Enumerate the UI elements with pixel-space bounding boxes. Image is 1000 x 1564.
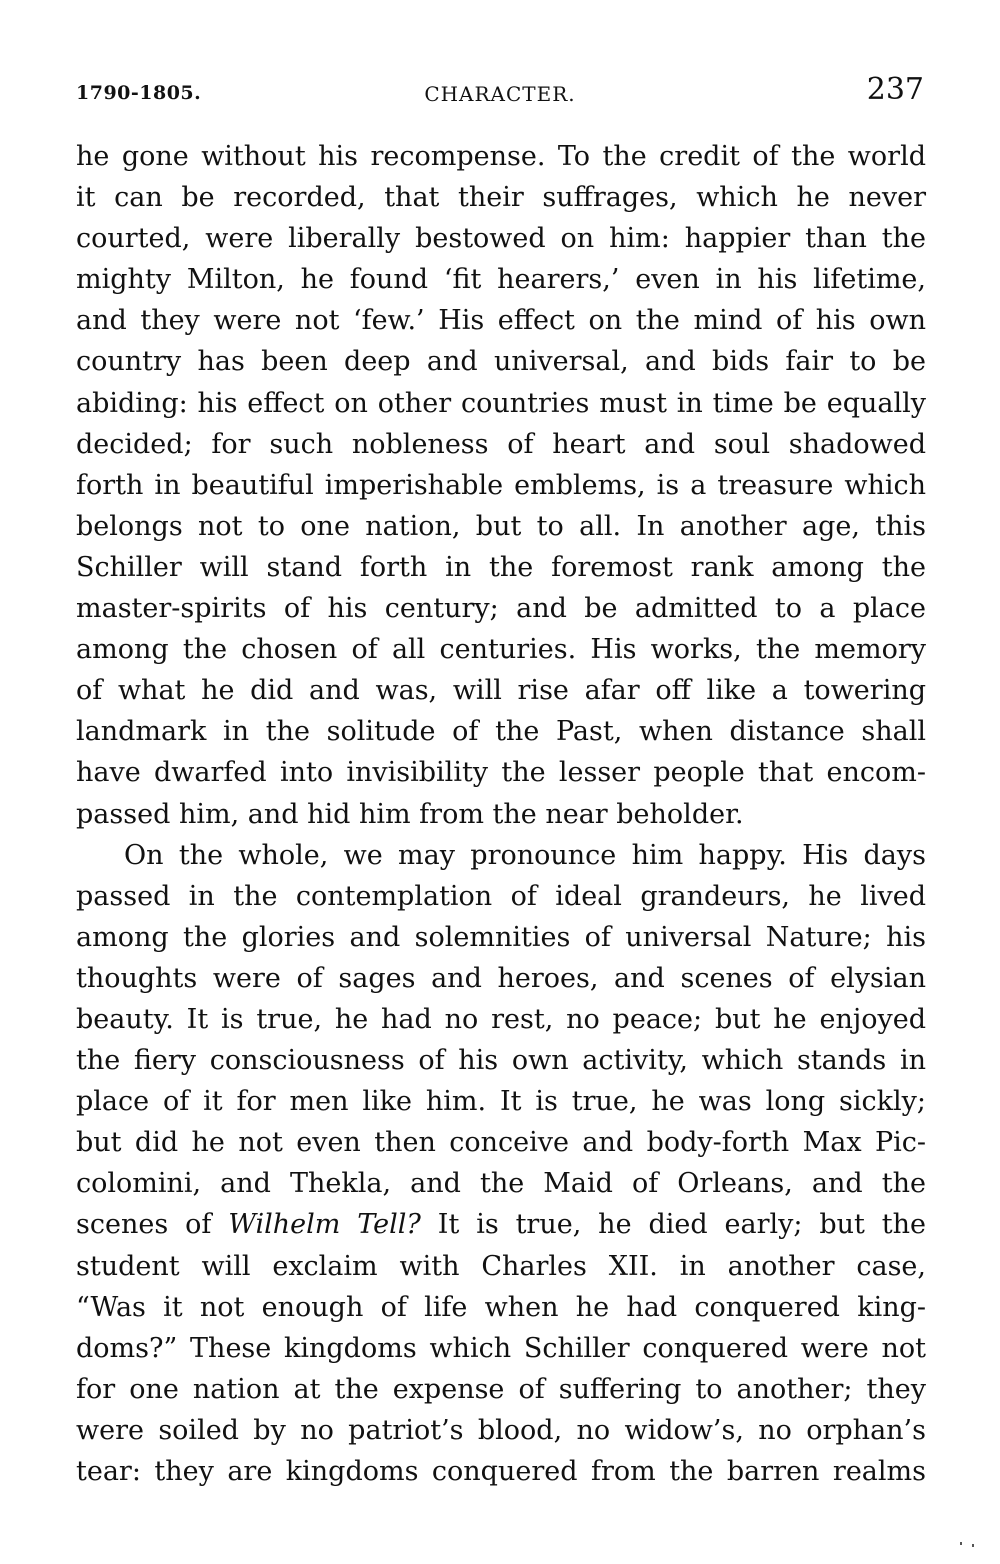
text-line: tear: they are kingdoms conquered from the barren realms	[76, 1456, 926, 1487]
text-line: the fiery consciousness of his own activity, which stands in	[76, 1045, 926, 1077]
text-line: courted, were liberally bestowed on him: happier than the	[76, 223, 926, 255]
italic-work-title: Wilhelm Tell?	[228, 1209, 421, 1241]
line-text-after: It is true, he died early; but the	[420, 1209, 927, 1241]
speck	[960, 1542, 962, 1545]
text-line: decided; for such nobleness of heart and soul shadowed	[76, 428, 926, 460]
text-line: doms?” These kingdoms which Schiller conquered were not	[76, 1332, 926, 1364]
text-line: have dwarfed into invisibility the lesser people that encom-	[76, 757, 926, 789]
text-line: place of it for men like him. It is true, he was long sickly;	[76, 1086, 926, 1118]
running-head	[76, 72, 924, 110]
text-line: beauty. It is true, he had no rest, no peace; but he enjoyed	[76, 1003, 926, 1035]
text-line: it can be recorded, that their suffrages, which he never	[76, 182, 926, 214]
page-number: 237	[866, 72, 924, 107]
body-text	[76, 136, 926, 1492]
text-line: were soiled by no patriot’s blood, no widow’s, no orphan’s	[76, 1414, 926, 1446]
text-line: among the glories and solemnities of universal Nature; his	[76, 921, 926, 953]
text-line: and they were not ‘few.’ His effect on the mind of his own	[76, 305, 926, 337]
text-line: “Was it not enough of life when he had conquered king-	[76, 1291, 926, 1323]
text-line: student will exclaim with Charles XII. in another case,	[76, 1250, 926, 1282]
text-line: but did he not even then conceive and body-forth Max Pic-	[76, 1127, 926, 1159]
text-line-with-italic-title	[76, 1204, 926, 1245]
paragraph-first-line: On the whole, we may pronounce him happy. His days	[124, 839, 926, 871]
text-line: thoughts were of sages and heroes, and scenes of elysian	[76, 962, 926, 994]
line-text-before: scenes of	[76, 1209, 229, 1241]
text-line: abiding: his effect on other countries must in time be equally	[76, 387, 926, 419]
text-line: belongs not to one nation, but to all. In another age, this	[76, 510, 926, 542]
text-line: colomini, and Thekla, and the Maid of Orleans, and the	[76, 1168, 926, 1200]
text-line: passed in the contemplation of ideal grandeurs, he lived	[76, 880, 926, 912]
scan-specks	[958, 1540, 978, 1548]
text-line: country has been deep and universal, and bids fair to be	[76, 346, 926, 378]
text-line: mighty Milton, he found ‘fit hearers,’ even in his lifetime,	[76, 264, 926, 296]
text-line: Schiller will stand forth in the foremost rank among the	[76, 551, 926, 583]
text-line: of what he did and was, will rise afar off like a towering	[76, 675, 926, 707]
text-line: he gone without his recompense. To the credit of the world	[76, 141, 926, 172]
running-head-dates: 1790-1805.	[76, 82, 202, 104]
paragraph-last-line: passed him, and hid him from the near beholder.	[76, 798, 744, 830]
text-line: landmark in the solitude of the Past, when distance shall	[76, 716, 926, 748]
text-line: among the chosen of all centuries. His works, the memory	[76, 634, 926, 666]
running-head-title: CHARACTER.	[424, 82, 576, 106]
text-line: forth in beautiful imperishable emblems, is a treasure which	[76, 469, 926, 501]
text-line: master-spirits of his century; and be admitted to a place	[76, 593, 926, 625]
text-line: for one nation at the expense of suffering to another; they	[76, 1373, 926, 1405]
speck	[972, 1544, 974, 1547]
